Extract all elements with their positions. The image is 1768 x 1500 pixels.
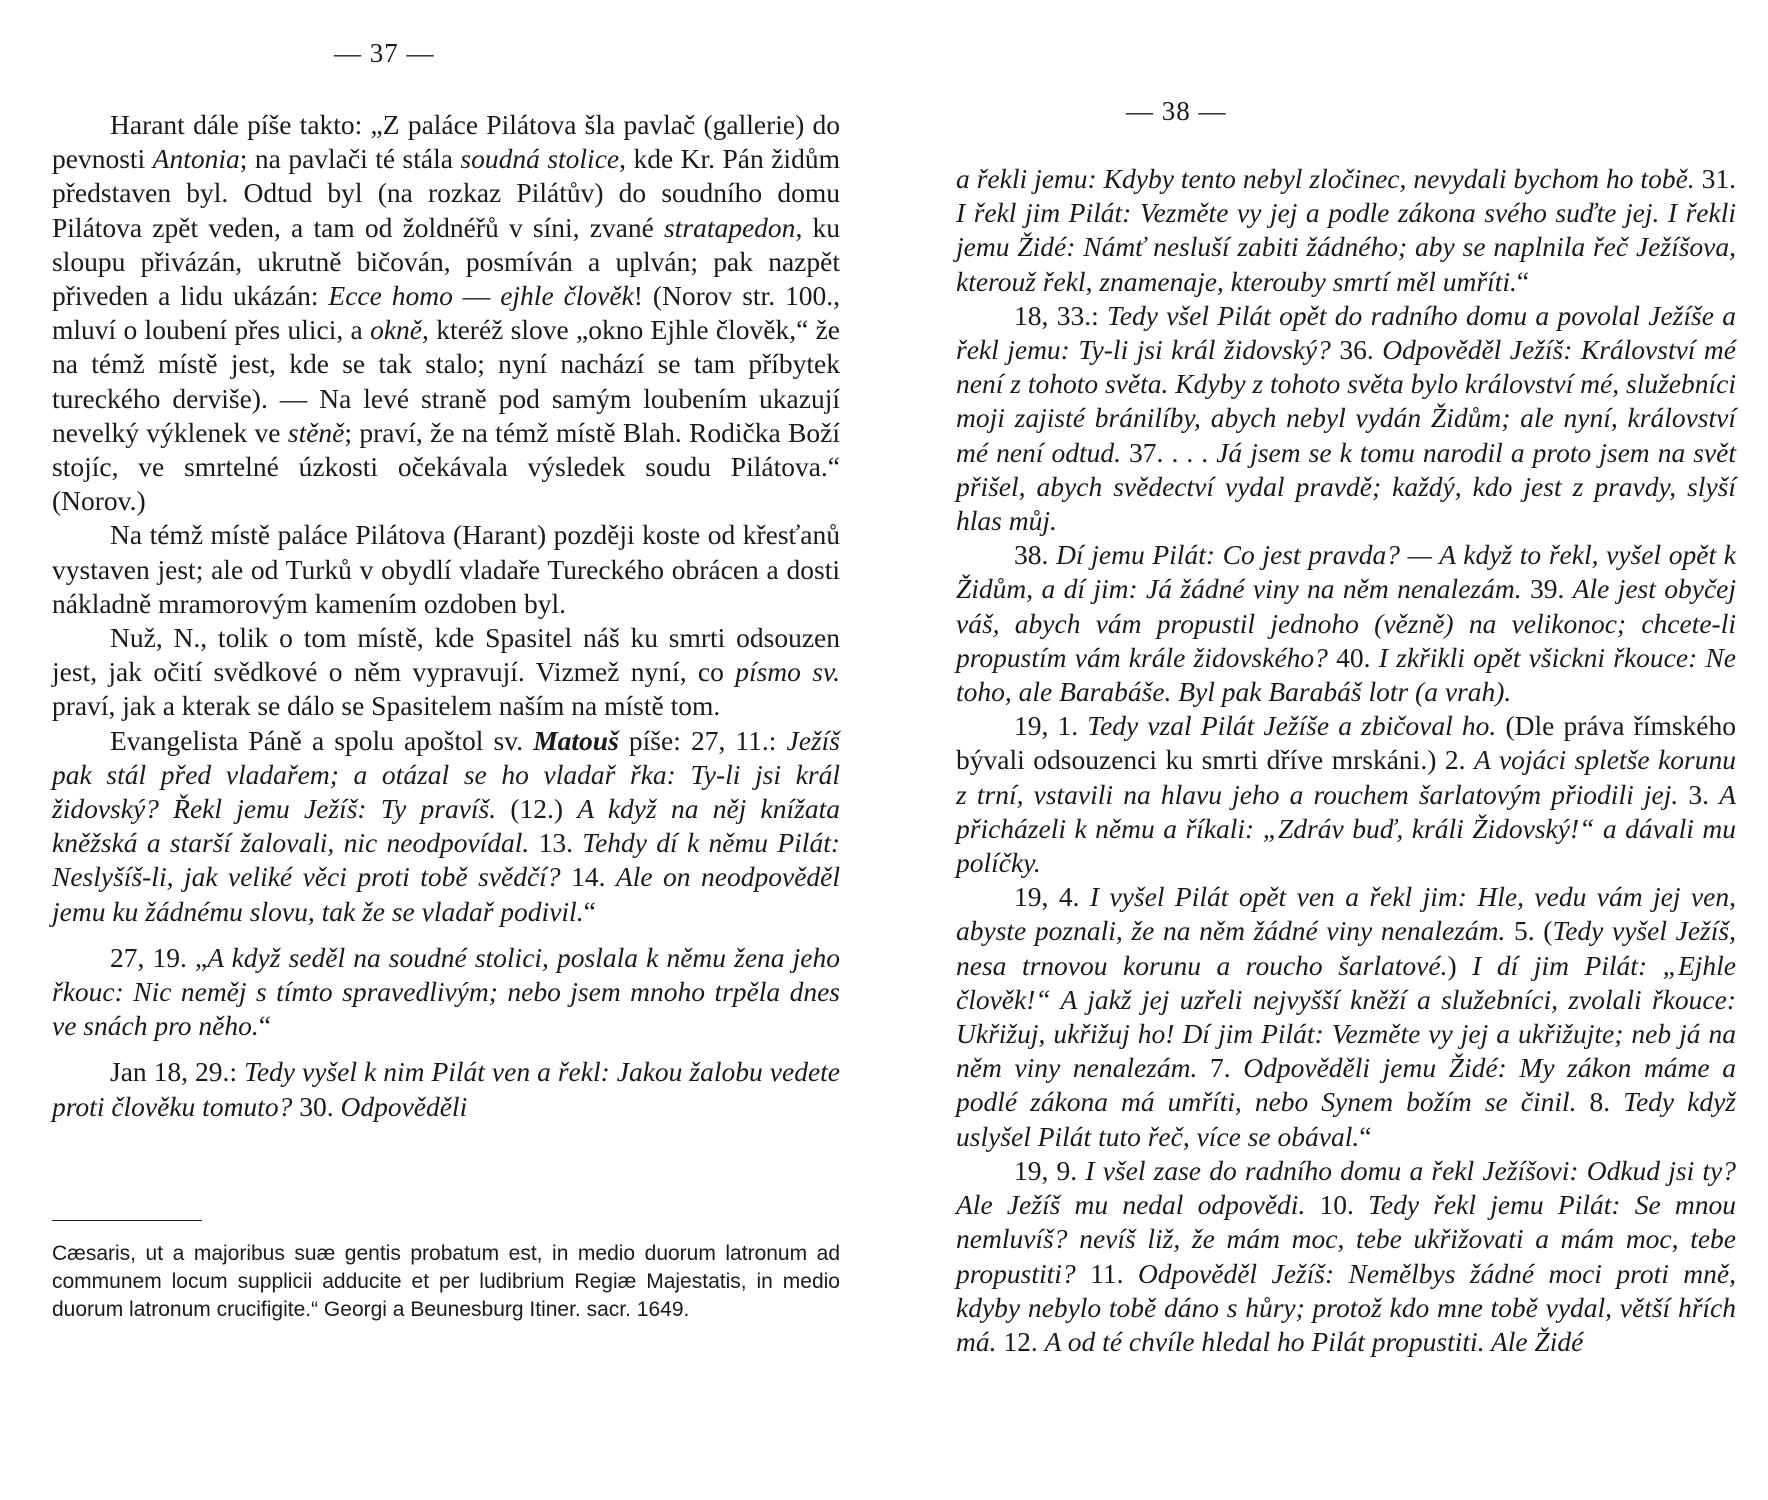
emphasis-run: I vyšel Pilát opět ven a řekl jim: Hle, vedu vám jej ven, abyste poznali, že na něm žádné viny nenalezám. [956,881,1737,947]
emphasis-run: I zkřikli opět všickni řkouce: Ne toho, ale Barabáše. Byl pak Barabáš lotr (a vrah). [956,641,1736,708]
emphasis-run: Ecce homo [328,280,453,312]
page-number-37: — 37 — [334,38,435,68]
paragraph-18-33: 18, 33.: Tedy všel Pilát opět do radního domu a povolal Ježíše a řekl jemu: Ty-li jsi král židovský? 36. Odpověděl Ježíš: Království mé není z tohoto světa. Kdyby z tohoto světa bylo království mé, služebníci moji zajisté bránilíby, abych nebyl vydán Židům; ale nyní, království mé není odtud. 37. . . . Já jsem se k tomu narodil a proto jsem na svět přišel, abych svědectví vydal pravdě; každý, kdo jest z pravdy, slyší hlas můj. [956,299,1736,537]
right-page [884,0,1768,1500]
emphasis-run: soudná stolice [460,143,620,175]
emphasis-run: Matouš [533,724,619,756]
emphasis-run: stratapedon [664,211,796,243]
emphasis-run: Tedy řekl jemu Pilát: Se mnou nemluvíš? nevíš liž, že mám moc, tebe ukřižovati a mám moc, tebe propustiti? [956,1189,1737,1289]
paragraph-matthew-27-19: 27, 19. „A když seděl na soudné stolici, poslala k němu žena jeho řkouc: Nic neměj s tímto spravedlivým; nebo jsem mnoho trpěla dnes ve snách pro něho.“ [52,941,840,1042]
emphasis-run: Tedy vyšel Ježíš, nesa trnovou korunu a roucho šarlatové. [956,915,1736,981]
paragraph-19-9: 19, 9. I všel zase do radního domu a řekl Ježíšovi: Odkud jsi ty? Ale Ježíš mu nedal odpovědi. 10. Tedy řekl jemu Pilát: Se mnou nemluvíš? nevíš liž, že mám moc, tebe ukřižovati a mám moc, tebe propustiti? 11. Odpověděl Ježíš: Nemělbys žádné moci proti mně, kdyby nebylo tobě dáno s hůry; protož kdo mne tobě vydal, větší hřích má. 12. A od té chvíle hledal ho Pilát propustiti. Ale Židé [956,1154,1737,1357]
emphasis-run: I řekl jim Pilát: Vezměte vy jej a podle zákona svého suďte jej. I řekli jemu Židé: Námť nesluší zabiti žádného; aby se naplnila řeč Ježíšova, kterouž řekl, znamenaje, kterouby smrtí měl umříti. [956,197,1736,297]
emphasis-run: Odpověděl Ježíš: Nemělbys žádné moci proti mně, kdyby nebylo tobě dáno s hůry; protož kdo mne tobě vydal, větší hřích má. [956,1257,1736,1357]
emphasis-run: Tedy vzal Pilát Ježíše a zbičoval ho. [1087,710,1506,742]
emphasis-run: písmo sv. [735,656,840,688]
emphasis-run: Tedy vyšel k nim Pilát ven a řekl: Jakou žalobu vedete proti člověku tomuto? [52,1056,840,1122]
left-page-text [52,108,840,1124]
emphasis-run: Tehdy dí k němu Pilát: Neslyšíš-li, jak veliké věci proti tobě svědčí? [52,827,840,893]
emphasis-run: a řekli jemu: Kdyby tento nebyl zločinec, nevydali bychom ho tobě. [956,163,1702,194]
emphasis-run: Ježíš pak stál před vladařem; a otázal se ho vladař řka: Ty-li jsi král židovský? Řekl jemu Ježíš: Ty pravíš. [52,724,840,825]
emphasis-run: stěně [287,416,345,448]
emphasis-run: A přicházeli k němu a říkali: „Zdráv buď, králi Židovský!“ a dávali mu políčky. [956,778,1736,879]
emphasis-run: ejhle člověk [500,280,634,312]
paragraph-harant: Harant dále píše takto: „Z paláce Pilátova šla pavlač (gallerie) do pevnosti Antonia; na pavlači té stála soudná stolice, kde Kr. Pán židům představen byl. Odtud byl (na rozkaz Pilátův) do soudního domu Pilátova zpět veden, a tam od žoldnéřů v síni, zvané stratapedon, ku sloupu přivázán, ukrutně bičován, posmíván a uplván; pak nazpět přiveden a lidu ukázán: Ecce homo — ejhle člověk! (Norov str. 100., mluví o loubení přes ulici, a okně, kteréž slove „okno Ejhle člověk,“ že na témž místě jest, kde se tak stalo; nyní nachází se tam příbytek tureckého derviše). — Na levé straně pod samým loubením ukazují nevelký výklenek ve stěně; praví, že na témž místě Blah. Rodička Boží stojíc, ve smrtelné úzkosti očekávala výsledek soudu Pilátova.“ (Norov.) [52,109,841,517]
emphasis-run: A když seděl na soudné stolici, poslala k němu žena jeho řkouc: Nic neměj s tímto spravedlivým; nebo jsem mnoho trpěla dnes ve snách pro něho. [52,941,840,1042]
emphasis-run: I všel zase do radního domu a řekl Ježíšovi: Odkud jsi ty? Ale Ježíš mu nedal odpovědi. [956,1154,1736,1221]
paragraph-witnesses: Nuž, N., tolik o tom místě, kde Spasitel náš ku smrti odsouzen jest, jak očití svědkové o něm vypravují. Vizmež nyní, co písmo sv. praví, jak a kterak se dálo se Spasitelem naším na místě tom. [52,622,840,722]
emphasis-run: A od té chvíle hledal ho Pilát propustiti. Ale Židé [1044,1325,1584,1357]
emphasis-run: Ale jest obyčej váš, abych vám propustil jednoho (vězně) na velikonoc; chcete-li propustím vám krále židovského? [956,573,1737,673]
emphasis-run: A vojáci spletše korunu z trní, vstavili na hlavu jeho a rouchem šarlatovým přiodili jej. [956,744,1736,810]
paragraph-church: Na témž místě paláce Pilátova (Harant) později koste od křesťanů vystaven jest; ale od Turků v obydlí vladaře Tureckého obrácen a dosti nákladně mramorovým kamením ozdoben byl. [52,519,840,619]
emphasis-run: Odpověděli jemu Židé: My zákon máme a podlé zákona má umříti, nebo Synem božím se činil. [956,1052,1737,1118]
page-number-38: — 38 — [1126,96,1227,126]
emphasis-run: Antonia [152,143,240,175]
emphasis-run: Ale on neodpověděl jemu ku žádnému slovu, tak že se vladař podivil. [52,861,840,927]
emphasis-run: Odpověděli [340,1090,468,1122]
right-page-text [956,162,1736,1359]
paragraph-matthew: Evangelista Páně a spolu apoštol sv. Matouš píše: 27, 11.: Ježíš pak stál před vladařem; a otázal se ho vladař řka: Ty-li jsi král židovský? Řekl jemu Ježíš: Ty pravíš. (12.) A když na něj knížata kněžská a starší žalovali, nic neodpovídal. 13. Tehdy dí k němu Pilát: Neslyšíš-li, jak veliké věci proti tobě svědčí? 14. Ale on neodpověděl jemu ku žádnému slovu, tak že se vladař podivil.“ [52,724,840,927]
emphasis-run: Dí jemu Pilát: Co jest pravda? — A když to řekl, vyšel opět k Židům, a dí jim: Já žádné viny na něm nenalezám. [956,539,1736,605]
paragraph-19-4: 19, 4. I vyšel Pilát opět ven a řekl jim: Hle, vedu vám jej ven, abyste poznali, že na něm žádné viny nenalezám. 5. (Tedy vyšel Ježíš, nesa trnovou korunu a roucho šarlatové.) I dí jim Pilát: „Ejhle člověk!“ A jakž jej uzřeli nejvyšší kněží a služebníci, zvolali řkouce: Ukřižuj, ukřižuj ho! Dí jim Pilát: Vezměte vy jej a ukřižujte; neb já na něm viny nenalezám. 7. Odpověděli jemu Židé: My zákon máme a podlé zákona má umříti, nebo Synem božím se činil. 8. Tedy když uslyšel Pilát tuto řeč, více se obával.“ [956,881,1737,1152]
paragraph-john-18-29: Jan 18, 29.: Tedy vyšel k nim Pilát ven a řekl: Jakou žalobu vedete proti člověku tomuto? 30. Odpověděli [52,1056,840,1122]
emphasis-run: okně [370,314,422,346]
paragraph-continuation: a řekli jemu: Kdyby tento nebyl zločinec, nevydali bychom ho tobě. 31. I řekl jim Pilát: Vezměte vy jej a podle zákona svého suďte jej. I řekli jemu Židé: Námť nesluší zabiti žádného; aby se naplnila řeč Ježíšova, kterouž řekl, znamenaje, kterouby smrtí měl umříti.“ [956,163,1736,297]
emphasis-run: A když na něj knížata kněžská a starší žalovali, nic neodpovídal. [52,793,840,859]
paragraph-19-1: 19, 1. Tedy vzal Pilát Ježíše a zbičoval ho. (Dle práva římského bývali odsouzenci ku smrti dříve mrskáni.) 2. A vojáci spletše korunu z trní, vstavili na hlavu jeho a rouchem šarlatovým přiodili jej. 3. A přicházeli k němu a říkali: „Zdráv buď, králi Židovský!“ a dávali mu políčky. [956,710,1737,879]
emphasis-run: Já jsem se k tomu narodil a proto jsem na svět přišel, abych svědectví vydal pravdě; každý, kdo jest z pravdy, slyší hlas můj. [956,436,1736,537]
emphasis-run: I dí jim Pilát: „Ejhle člověk!“ A jakž jej uzřeli nejvyšší kněží a služebníci, zvolali řkouce: Ukřižuj, ukřižuj ho! Dí jim Pilát: Vezměte vy jej a ukřižujte; neb já na něm viny nenalezám. [956,949,1736,1084]
emphasis-run: Tedy když uslyšel Pilát tuto řeč, více se obával. [956,1086,1737,1152]
footnote: Cæsaris, ut a majoribus suæ gentis probatum est, in medio duorum latronum ad communem locum supplicii adducite et per ludibrium Regiæ Majestatis, in medio duorum latronum crucifigite.“ Georgi a Beunesburg Itiner. sacr. 1649. [52,1242,840,1321]
paragraph-38: 38. Dí jemu Pilát: Co jest pravda? — A když to řekl, vyšel opět k Židům, a dí jim: Já žádné viny na něm nenalezám. 39. Ale jest obyčej váš, abych vám propustil jednoho (vězně) na velikonoc; chcete-li propustím vám krále židovského? 40. I zkřikli opět všickni řkouce: Ne toho, ale Barabáše. Byl pak Barabáš lotr (a vrah). [956,539,1737,708]
emphasis-run: Tedy všel Pilát opět do radního domu a povolal Ježíše a řekl jemu: Ty-li jsi král židovský? [956,299,1736,366]
footnote-divider [52,1220,202,1221]
emphasis-run: Odpověděl Ježíš: Království mé není z tohoto světa. Kdyby z tohoto světa bylo království mé, služebníci moji zajisté bránilíby, abych nebyl vydán Židům; ale nyní, království mé není odtud. [956,334,1736,468]
